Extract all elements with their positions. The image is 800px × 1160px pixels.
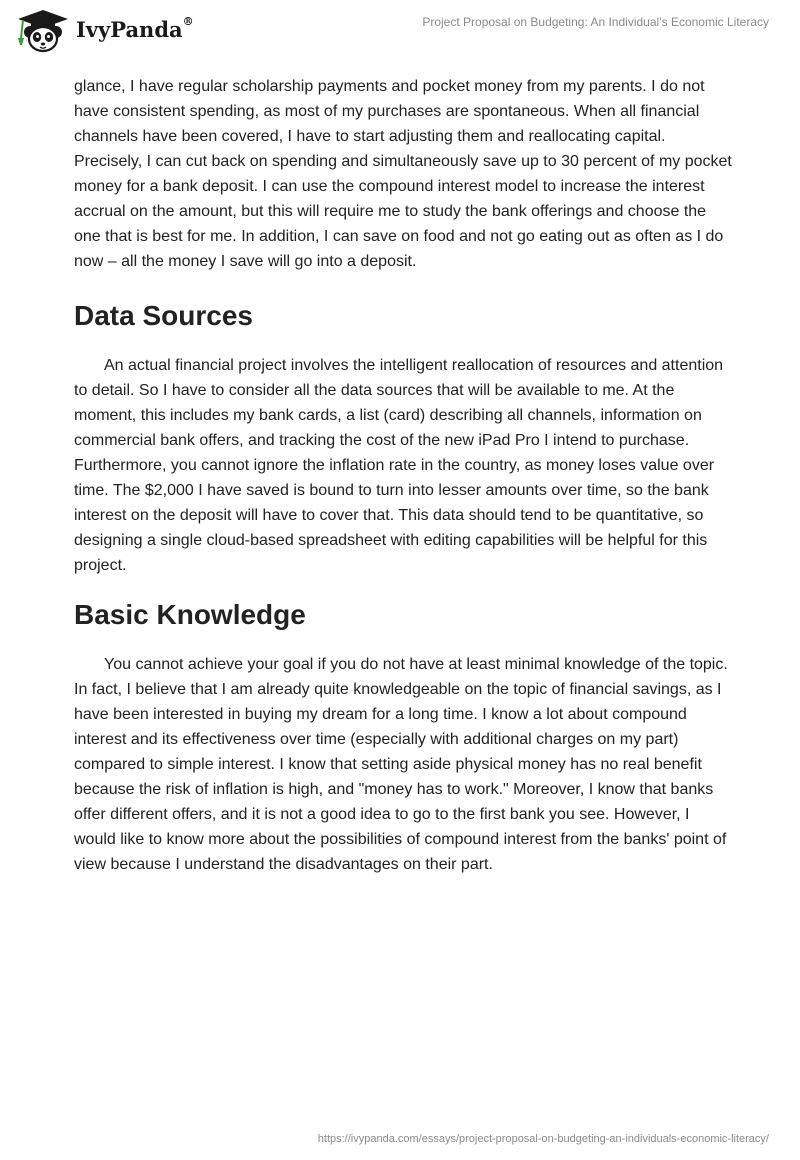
logo-text: IvyPanda [76,17,183,42]
logo-wordmark [76,17,194,42]
section-heading-basic-knowledge: Basic Knowledge [74,599,306,630]
section-heading-data-sources: Data Sources [74,300,253,331]
panda-graduation-cap-icon [14,8,72,54]
page-header [0,0,800,60]
document-title: Project Proposal on Budgeting: An Individual’s Economic Literacy [422,15,769,29]
essay-content [74,74,734,877]
intro-paragraph: glance, I have regular scholarship payments and pocket money from my parents. I do not have consistent spending, as most of my purchases are spontaneous. When all financial channels have been covered, I have to start adjusting them and reallocating capital. Precisely, I can cut back on spending and simultaneously save up to 30 percent of my pocket money for a bank deposit. I can use the compound interest model to increase the interest accrual on the amount, but this will require me to study the bank offerings and choose the one that is best for me. In addition, I can save on food and not go eating out as often as I do now – all the money I save will go into a deposit. [74,78,732,270]
section-paragraph-basic-knowledge: You cannot achieve your goal if you do not have at least minimal knowledge of the topic. In fact, I believe that I am already quite knowledgeable on the topic of financial savings, as I have been interested in buying my dream for a long time. I know a lot about compound interest and its effectiveness over time (especially with additional charges on my part) compared to simple interest. I know that setting aside physical money has no real benefit because the risk of inflation is high, and "money has to work." Moreover, I know that banks offer different offers, and it is not a good idea to go to the first bank you see. However, I would like to know more about the possibilities of compound interest from the banks' point of view because I understand the disadvantages on their part. [74,656,728,873]
section-paragraph-data-sources: An actual financial project involves the intelligent reallocation of resources and attention to detail. So I have to consider all the data sources that will be available to me. At the moment, this includes my bank cards, a list (card) describing all channels, information on commercial bank offers, and tracking the cost of the new iPad Pro I intend to purchase. Furthermore, you cannot ignore the inflation rate in the country, as money loses value over time. The $2,000 I have saved is bound to turn into lesser amounts over time, so the bank interest on the deposit will have to cover that. This data should tend to be quantitative, so designing a single cloud-based spreadsheet with editing capabilities will be helpful for this project. [74,357,724,574]
ivypanda-logo[interactable] [14,8,204,54]
registered-mark: ® [182,15,194,28]
source-url[interactable]: https://ivypanda.com/essays/project-proposal-on-budgeting-an-individuals-economic-literacy/ [317,1133,769,1145]
